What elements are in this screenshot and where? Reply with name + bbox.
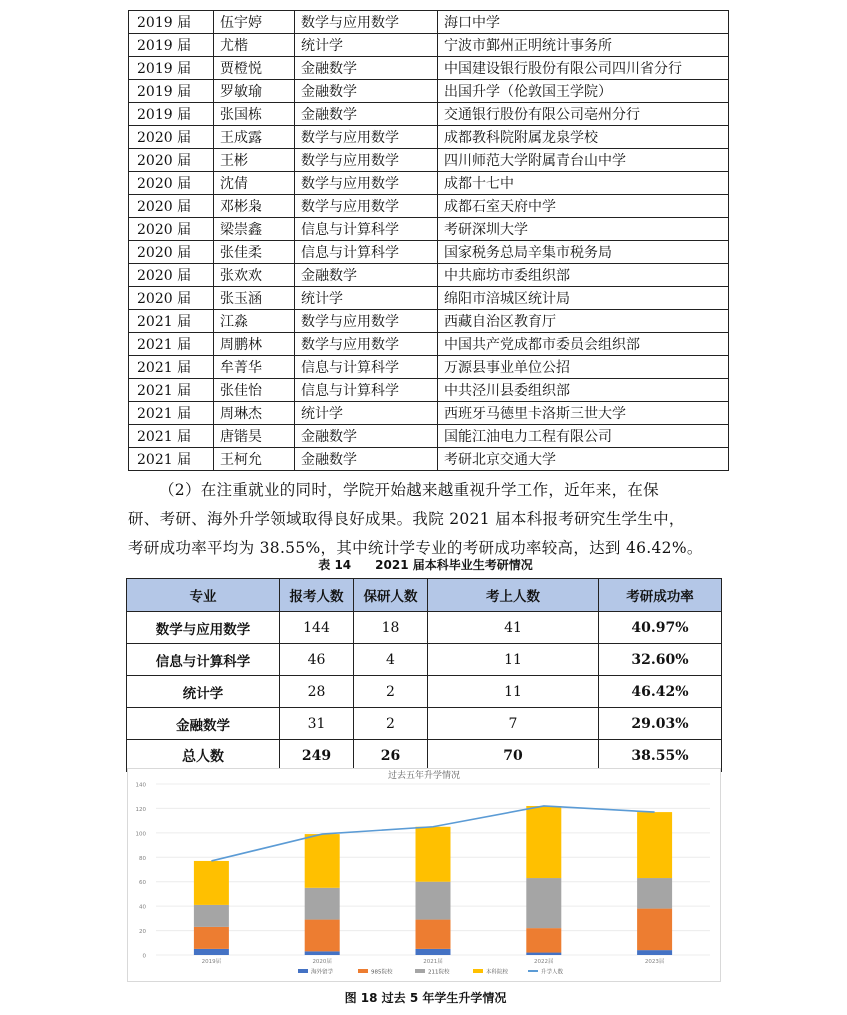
grad-major-cell: 统计学 <box>295 34 438 57</box>
grad-year-cell: 2020 届 <box>129 218 214 241</box>
grad-destination-cell: 海口中学 <box>438 11 729 34</box>
table-row <box>129 333 729 356</box>
grad-major-cell: 金融数学 <box>295 103 438 126</box>
legend-label: 海外留学 <box>311 969 334 976</box>
table-caption: 表 14 2021 届本科毕业生考研情况 <box>318 558 533 572</box>
table-row <box>129 103 729 126</box>
paragraph-line: 研、考研、海外升学领域取得良好成果。我院 2021 届本科报考研究生学生中， <box>128 510 685 528</box>
grad-major-cell: 数学与应用数学 <box>295 126 438 149</box>
y-tick-label: 80 <box>139 855 146 862</box>
y-tick-label: 100 <box>135 831 146 838</box>
x-tick-label: 2020届 <box>312 959 332 965</box>
bar-segment <box>416 882 451 920</box>
bar-segment <box>416 920 451 949</box>
grad-major-cell: 数学与应用数学 <box>295 11 438 34</box>
grad-year-cell: 2020 届 <box>129 172 214 195</box>
table-row <box>129 310 729 333</box>
grad-destination-cell: 西藏自治区教育厅 <box>438 310 729 333</box>
grad-name-cell: 沈倩 <box>214 172 295 195</box>
grad-name-cell: 邓彬枭 <box>214 195 295 218</box>
x-tick-label: 2022届 <box>534 959 554 965</box>
bar-segment <box>637 812 672 878</box>
y-tick-label: 40 <box>139 904 146 911</box>
table-row <box>129 356 729 379</box>
x-tick-label: 2019届 <box>201 959 222 965</box>
recommended-cell: 2 <box>354 676 428 708</box>
legend-label: 211院校 <box>428 969 450 976</box>
grad-destination-cell: 中共泾川县委组织部 <box>438 379 729 402</box>
bar-segment <box>194 905 229 927</box>
y-tick-label: 140 <box>135 782 146 789</box>
grad-name-cell: 王成露 <box>214 126 295 149</box>
bar-segment <box>637 878 672 909</box>
grad-name-cell: 张欢欢 <box>214 264 295 287</box>
y-tick-label: 120 <box>135 806 146 813</box>
paragraph-line: （2）在注重就业的同时，学院开始越来越重视升学工作，近年来，在保 <box>159 481 659 499</box>
grad-year-cell: 2020 届 <box>129 195 214 218</box>
x-tick-label: 2023届 <box>644 959 665 965</box>
recommended-cell: 26 <box>354 740 428 772</box>
grad-year-cell: 2021 届 <box>129 402 214 425</box>
grad-major-cell: 统计学 <box>295 402 438 425</box>
table-row <box>127 676 722 708</box>
grad-year-cell: 2020 届 <box>129 287 214 310</box>
bar-segment <box>194 861 229 905</box>
table-row <box>129 264 729 287</box>
grad-year-cell: 2019 届 <box>129 57 214 80</box>
y-tick-label: 60 <box>139 880 146 887</box>
grad-destination-cell: 宁波市鄞州正明统计事务所 <box>438 34 729 57</box>
bar-segment <box>416 827 451 882</box>
applicants-cell: 249 <box>280 740 354 772</box>
bar-segment <box>305 834 340 888</box>
bar-segment <box>526 928 561 952</box>
bar-segment <box>526 878 561 928</box>
table-row <box>127 644 722 676</box>
stats-header-row <box>127 579 722 612</box>
grad-destination-cell: 考研深圳大学 <box>438 218 729 241</box>
chart-title: 过去五年升学情况 <box>387 771 461 781</box>
table-row <box>129 241 729 264</box>
major-cell: 信息与计算科学 <box>127 644 280 676</box>
grad-destination-cell: 成都教科院附属龙泉学校 <box>438 126 729 149</box>
admitted-cell: 11 <box>428 676 599 708</box>
grad-name-cell: 王彬 <box>214 149 295 172</box>
table-row <box>129 57 729 80</box>
table-row <box>129 11 729 34</box>
grad-major-cell: 金融数学 <box>295 264 438 287</box>
grad-major-cell: 数学与应用数学 <box>295 149 438 172</box>
bar-segment <box>526 806 561 878</box>
table-row <box>129 379 729 402</box>
chart-canvas <box>128 769 720 981</box>
legend-label: 985院校 <box>371 969 393 976</box>
applicants-cell: 144 <box>280 612 354 644</box>
grad-name-cell: 张佳怡 <box>214 379 295 402</box>
table-row <box>129 402 729 425</box>
grad-name-cell: 牟菁华 <box>214 356 295 379</box>
grad-destination-cell: 成都十七中 <box>438 172 729 195</box>
grad-name-cell: 尤楷 <box>214 34 295 57</box>
table-row <box>129 172 729 195</box>
grad-major-cell: 统计学 <box>295 287 438 310</box>
recommended-cell: 2 <box>354 708 428 740</box>
applicants-cell: 46 <box>280 644 354 676</box>
grad-major-cell: 信息与计算科学 <box>295 218 438 241</box>
grad-name-cell: 唐锴昊 <box>214 425 295 448</box>
legend-swatch <box>358 969 368 973</box>
grad-year-cell: 2021 届 <box>129 310 214 333</box>
grad-major-cell: 数学与应用数学 <box>295 195 438 218</box>
recommended-cell: 4 <box>354 644 428 676</box>
bar-segment <box>637 950 672 955</box>
grad-year-cell: 2020 届 <box>129 241 214 264</box>
grad-major-cell: 金融数学 <box>295 80 438 103</box>
grad-major-cell: 数学与应用数学 <box>295 310 438 333</box>
admitted-cell: 41 <box>428 612 599 644</box>
applicants-cell: 28 <box>280 676 354 708</box>
table-row <box>129 34 729 57</box>
table-row <box>129 425 729 448</box>
exam-stats-table <box>126 578 722 772</box>
grad-destination-cell: 交通银行股份有限公司亳州分行 <box>438 103 729 126</box>
grad-name-cell: 张玉涵 <box>214 287 295 310</box>
column-header: 保研人数 <box>354 579 428 612</box>
table-row <box>129 448 729 471</box>
grad-destination-cell: 出国升学（伦敦国王学院） <box>438 80 729 103</box>
bar-segment <box>194 949 229 955</box>
grad-destination-cell: 万源县事业单位公招 <box>438 356 729 379</box>
grad-destination-cell: 西班牙马德里卡洛斯三世大学 <box>438 402 729 425</box>
success-rate-cell: 32.60% <box>599 644 722 676</box>
column-header: 报考人数 <box>280 579 354 612</box>
further-study-paragraph <box>128 476 718 563</box>
graduate-destination-table <box>128 10 729 471</box>
table-row <box>127 740 722 772</box>
grad-destination-cell: 中共廊坊市委组织部 <box>438 264 729 287</box>
success-rate-cell: 29.03% <box>599 708 722 740</box>
bar-segment <box>305 888 340 920</box>
bar-segment <box>637 909 672 951</box>
grad-name-cell: 伍宇婷 <box>214 11 295 34</box>
grad-destination-cell: 成都石室天府中学 <box>438 195 729 218</box>
grad-destination-cell: 中国建设银行股份有限公司四川省分行 <box>438 57 729 80</box>
bar-segment <box>305 920 340 952</box>
major-cell: 统计学 <box>127 676 280 708</box>
bar-segment <box>416 949 451 955</box>
grad-year-cell: 2021 届 <box>129 379 214 402</box>
table-row <box>129 126 729 149</box>
grad-major-cell: 金融数学 <box>295 448 438 471</box>
grad-name-cell: 张佳柔 <box>214 241 295 264</box>
legend-label: 本科院校 <box>486 969 509 976</box>
legend-swatch <box>298 969 308 973</box>
recommended-cell: 18 <box>354 612 428 644</box>
grad-major-cell: 信息与计算科学 <box>295 241 438 264</box>
table-row <box>129 195 729 218</box>
grad-year-cell: 2019 届 <box>129 34 214 57</box>
grad-name-cell: 周琳杰 <box>214 402 295 425</box>
column-header: 专业 <box>127 579 280 612</box>
grad-major-cell: 数学与应用数学 <box>295 333 438 356</box>
grad-destination-cell: 考研北京交通大学 <box>438 448 729 471</box>
table-row <box>127 708 722 740</box>
grad-year-cell: 2021 届 <box>129 333 214 356</box>
success-rate-cell: 40.97% <box>599 612 722 644</box>
grad-year-cell: 2021 届 <box>129 448 214 471</box>
column-header: 考研成功率 <box>599 579 722 612</box>
grad-name-cell: 罗敏瑜 <box>214 80 295 103</box>
table-row <box>129 218 729 241</box>
major-cell: 金融数学 <box>127 708 280 740</box>
table-row <box>129 287 729 310</box>
admitted-cell: 7 <box>428 708 599 740</box>
grad-destination-cell: 四川师范大学附属青台山中学 <box>438 149 729 172</box>
further-study-chart <box>127 768 721 982</box>
success-rate-cell: 38.55% <box>599 740 722 772</box>
legend-label: 升学人数 <box>541 969 564 976</box>
grad-major-cell: 金融数学 <box>295 57 438 80</box>
legend-swatch <box>473 969 483 973</box>
grad-destination-cell: 国能江油电力工程有限公司 <box>438 425 729 448</box>
y-tick-label: 0 <box>142 953 146 960</box>
figure-caption: 图 18 过去 5 年学生升学情况 <box>344 991 507 1005</box>
bar-segment <box>194 927 229 949</box>
grad-year-cell: 2021 届 <box>129 425 214 448</box>
grad-major-cell: 信息与计算科学 <box>295 356 438 379</box>
table-row <box>129 149 729 172</box>
grad-destination-cell: 绵阳市涪城区统计局 <box>438 287 729 310</box>
grad-year-cell: 2020 届 <box>129 264 214 287</box>
grad-name-cell: 贾橙悦 <box>214 57 295 80</box>
column-header: 考上人数 <box>428 579 599 612</box>
grad-name-cell: 江淼 <box>214 310 295 333</box>
grad-name-cell: 梁崇鑫 <box>214 218 295 241</box>
x-tick-label: 2021届 <box>423 959 443 965</box>
bar-segment <box>526 953 561 955</box>
grad-name-cell: 王柯允 <box>214 448 295 471</box>
table-row <box>127 612 722 644</box>
grad-major-cell: 数学与应用数学 <box>295 172 438 195</box>
grad-year-cell: 2019 届 <box>129 103 214 126</box>
grad-name-cell: 周鹏林 <box>214 333 295 356</box>
admitted-cell: 11 <box>428 644 599 676</box>
grad-name-cell: 张国栋 <box>214 103 295 126</box>
grad-destination-cell: 中国共产党成都市委员会组织部 <box>438 333 729 356</box>
grad-major-cell: 金融数学 <box>295 425 438 448</box>
legend-swatch <box>415 969 425 973</box>
grad-year-cell: 2019 届 <box>129 11 214 34</box>
grad-destination-cell: 国家税务总局辛集市税务局 <box>438 241 729 264</box>
admitted-cell: 70 <box>428 740 599 772</box>
applicants-cell: 31 <box>280 708 354 740</box>
grad-year-cell: 2021 届 <box>129 356 214 379</box>
major-cell: 总人数 <box>127 740 280 772</box>
major-cell: 数学与应用数学 <box>127 612 280 644</box>
grad-major-cell: 信息与计算科学 <box>295 379 438 402</box>
grad-year-cell: 2019 届 <box>129 80 214 103</box>
paragraph-line: 考研成功率平均为 38.55%，其中统计学专业的考研成功率较高，达到 46.42%。 <box>128 539 703 557</box>
grad-year-cell: 2020 届 <box>129 149 214 172</box>
bar-segment <box>305 951 340 955</box>
y-tick-label: 20 <box>139 929 146 936</box>
table-row <box>129 80 729 103</box>
success-rate-cell: 46.42% <box>599 676 722 708</box>
grad-year-cell: 2020 届 <box>129 126 214 149</box>
